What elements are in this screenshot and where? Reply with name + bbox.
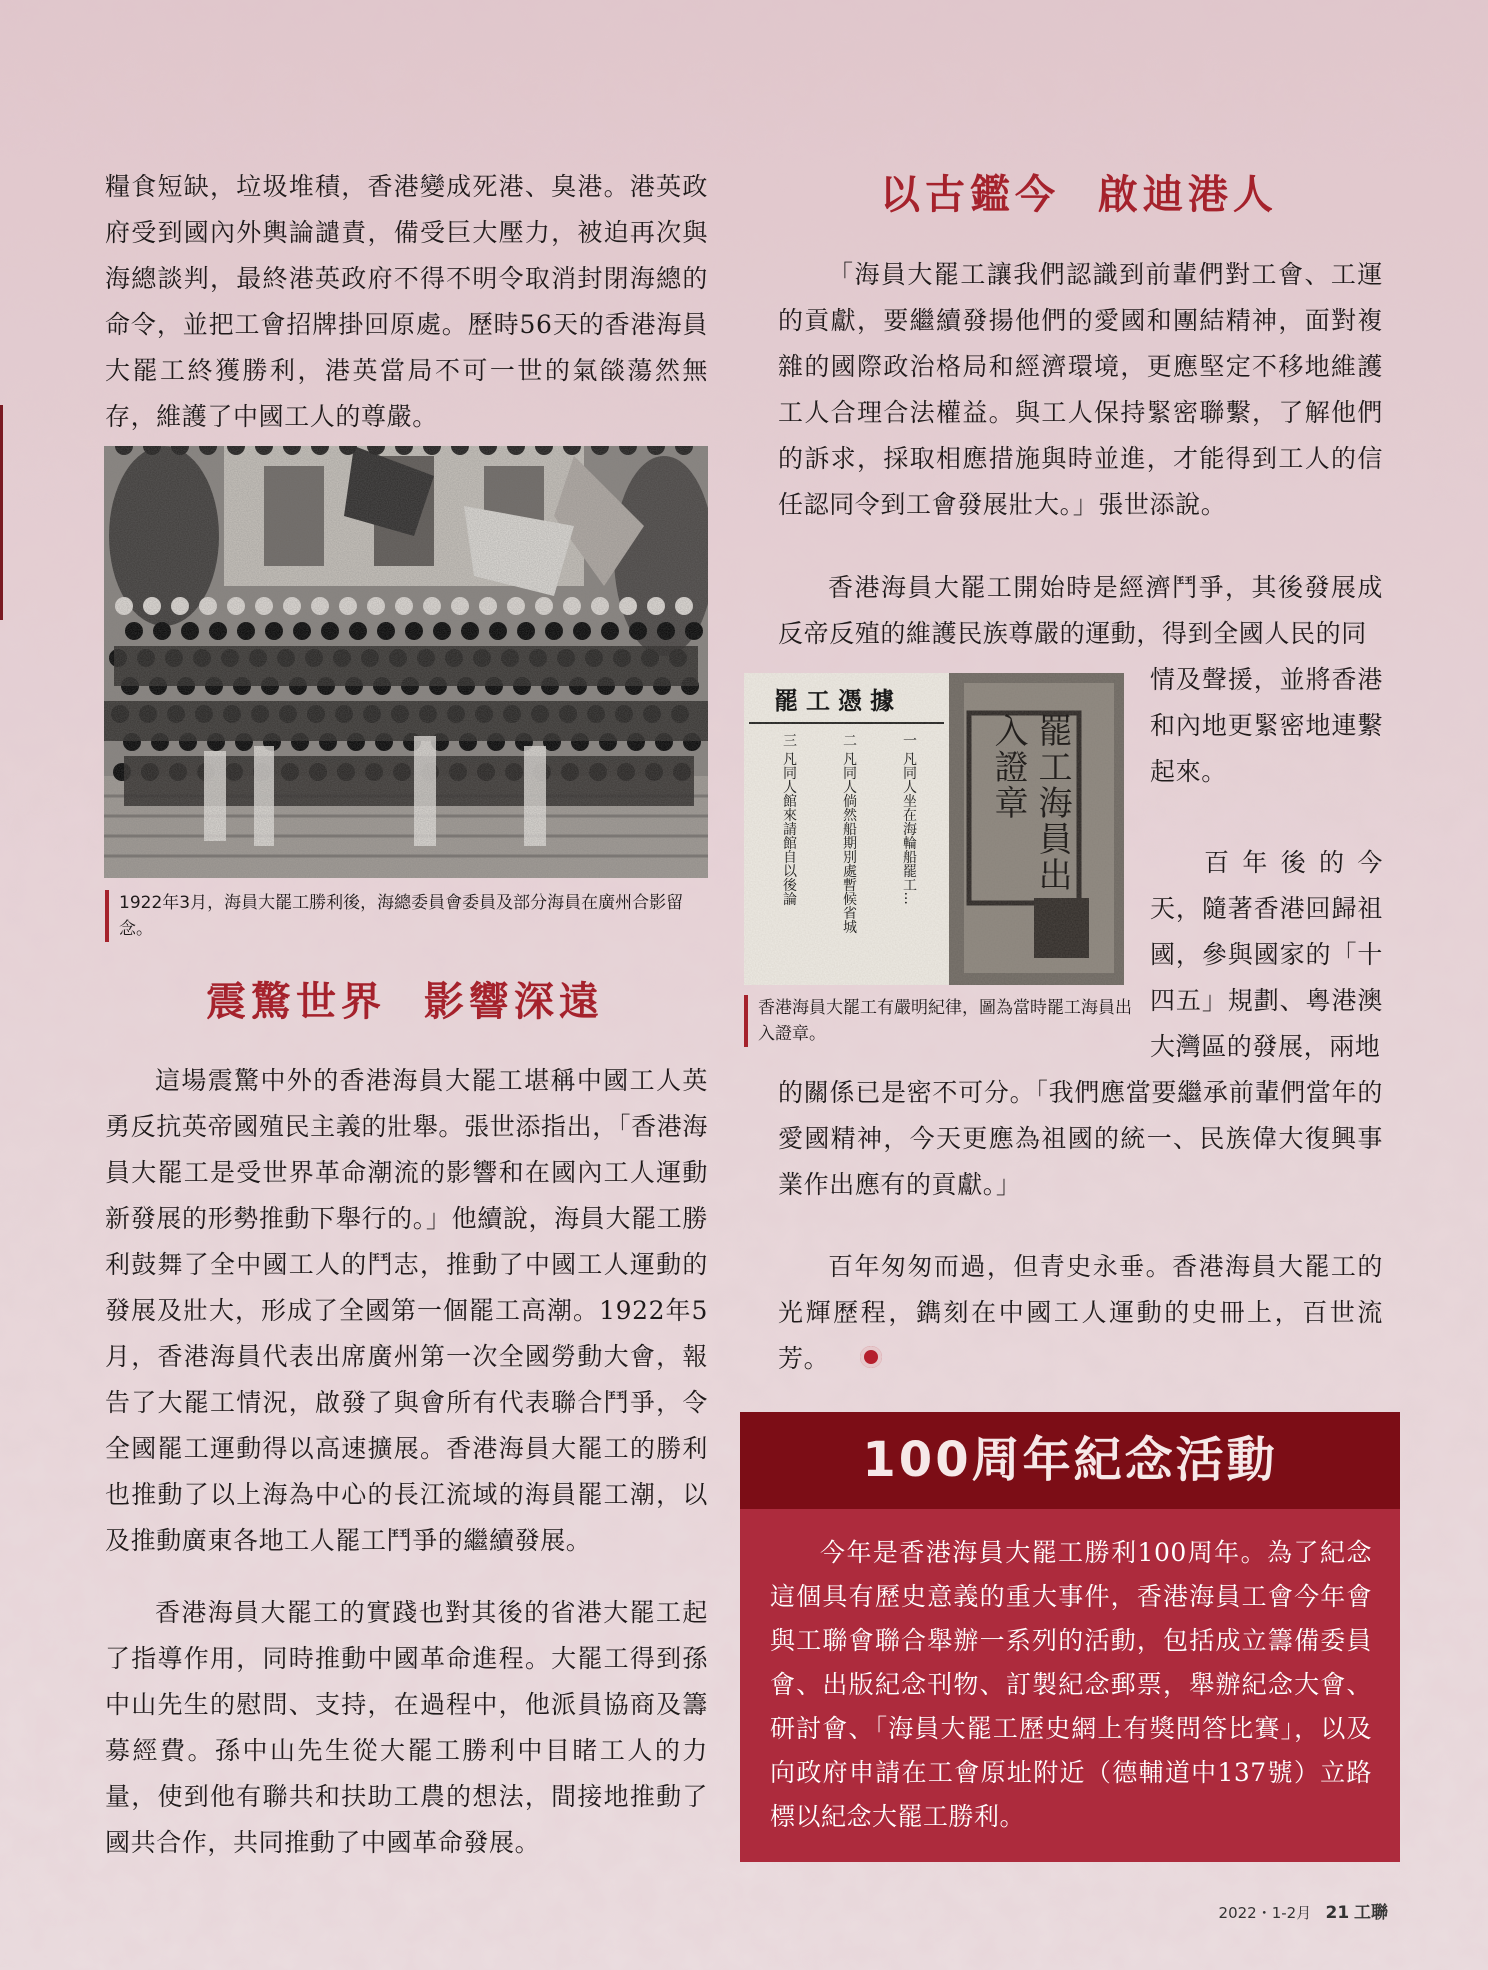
end-mark-icon	[860, 1346, 882, 1368]
group-photo	[104, 446, 708, 878]
right-paragraph-3a: 百年後的今天，隨著香港回歸祖國，參與國家的「十四五」規劃、粵港澳大灣區的發展，兩地	[1150, 848, 1383, 1061]
magazine-name: 工聯	[1354, 1903, 1388, 1923]
document-title: 罷工憑據	[774, 686, 902, 715]
heading-shock-world: 震驚世界 影響深遠	[206, 979, 604, 1025]
page-footer	[1219, 1898, 1388, 1923]
document-item-1: 一 凡同人坐在海輪船罷工...	[901, 733, 917, 905]
left-paragraph-1: 糧食短缺，垃圾堆積，香港變成死港、臭港。港英政府受到國內外輿論譴責，備受巨大壓力，被迫再次與海總談判，最終港英政府不得不明令取消封閉海總的命令，並把工會招牌掛回原處。歷時56天的香港海員大罷工終獲勝利，港英當局不可一世的氣燄蕩然無存，維護了中國工人的尊嚴。	[105, 172, 708, 431]
edge-bar	[0, 405, 3, 620]
strike-document-image	[744, 673, 1124, 985]
heading-learn-from-past: 以古鑑今 啟迪港人	[880, 172, 1278, 218]
right-paragraph-4: 百年匆匆而過，但青史永垂。香港海員大罷工的光輝歷程，鐫刻在中國工人運動的史冊上，百世流芳。	[778, 1252, 1383, 1373]
right-paragraph-2a: 香港海員大罷工開始時是經濟鬥爭，其後發展成反帝反殖的維護民族尊嚴的運動，得到全國人民的同	[778, 573, 1383, 648]
right-paragraph-1: 「海員大罷工讓我們認識到前輩們對工會、工運的貢獻，要繼續發揚他們的愛國和團結精神，面對複雜的國際政治格局和經濟環境，更應堅定不移地維護工人合理合法權益。與工人保持緊密聯繫，了解他們的訴求，採取相應措施與時並進，才能得到工人的信任認同令到工會發展壯大。」張世添說。	[778, 260, 1383, 519]
anniversary-box-title: 100周年紀念活動	[740, 1412, 1400, 1509]
issue-date: 2022・1-2月	[1218, 1904, 1312, 1922]
document-item-3: 三 凡同人館來請館自以後論	[781, 733, 797, 906]
anniversary-box-text: 今年是香港海員大罷工勝利100周年。為了紀念這個具有歷史意義的重大事件，香港海員工會今年會與工聯會聯合舉辦一系列的活動，包括成立籌備委員會、出版紀念刊物、訂製紀念郵票，舉辦紀念大會、研討會、「海員大罷工歷史網上有獎問答比賽」，以及向政府申請在工會原址附近（德輔道中137號）立路標以紀念大罷工勝利。	[770, 1538, 1372, 1831]
photo-caption: 1922年3月，海員大罷工勝利後，海總委員會委員及部分海員在廣州合影留念。	[105, 890, 714, 942]
left-paragraph-2: 這場震驚中外的香港海員大罷工堪稱中國工人英勇反抗英帝國殖民主義的壯舉。張世添指出，「香港海員大罷工是受世界革命潮流的影響和在國內工人運動新發展的形勢推動下舉行的。」他續說，海員大罷工勝利鼓舞了全中國工人的鬥志，推動了中國工人運動的發展及壯大，形成了全國第一個罷工高潮。1922年5月，香港海員代表出席廣州第一次全國勞動大會，報告了大罷工情況，啟發了與會所有代表聯合鬥爭，令全國罷工運動得以高速擴展。香港海員大罷工的勝利也推動了以上海為中心的長江流域的海員罷工潮，以及推動廣東各地工人罷工鬥爭的繼續發展。	[105, 1066, 708, 1555]
left-paragraph-3: 香港海員大罷工的實踐也對其後的省港大罷工起了指導作用，同時推動中國革命進程。大罷工得到孫中山先生的慰問、支持，在過程中，他派員協商及籌募經費。孫中山先生從大罷工勝利中目睹工人的力量，使到他有聯共和扶助工農的想法，間接地推動了國共合作，共同推動了中國革命發展。	[105, 1598, 708, 1857]
document-item-2: 二 凡同人倘然船期別處暫候省城	[841, 733, 857, 934]
right-paragraph-2b: 情及聲援，並將香港和內地更緊密地連繫起來。	[1150, 665, 1383, 786]
page-number: 21	[1325, 1903, 1350, 1923]
stamp-text: 罷工海員出入證章	[988, 713, 1072, 893]
anniversary-box	[740, 1509, 1400, 1862]
document-caption: 香港海員大罷工有嚴明紀律，圖為當時罷工海員出入證章。	[744, 995, 1138, 1047]
right-paragraph-3b: 的關係已是密不可分。「我們應當要繼承前輩們當年的愛國精神，今天更應為祖國的統一、民族偉大復興事業作出應有的貢獻。」	[778, 1078, 1383, 1199]
